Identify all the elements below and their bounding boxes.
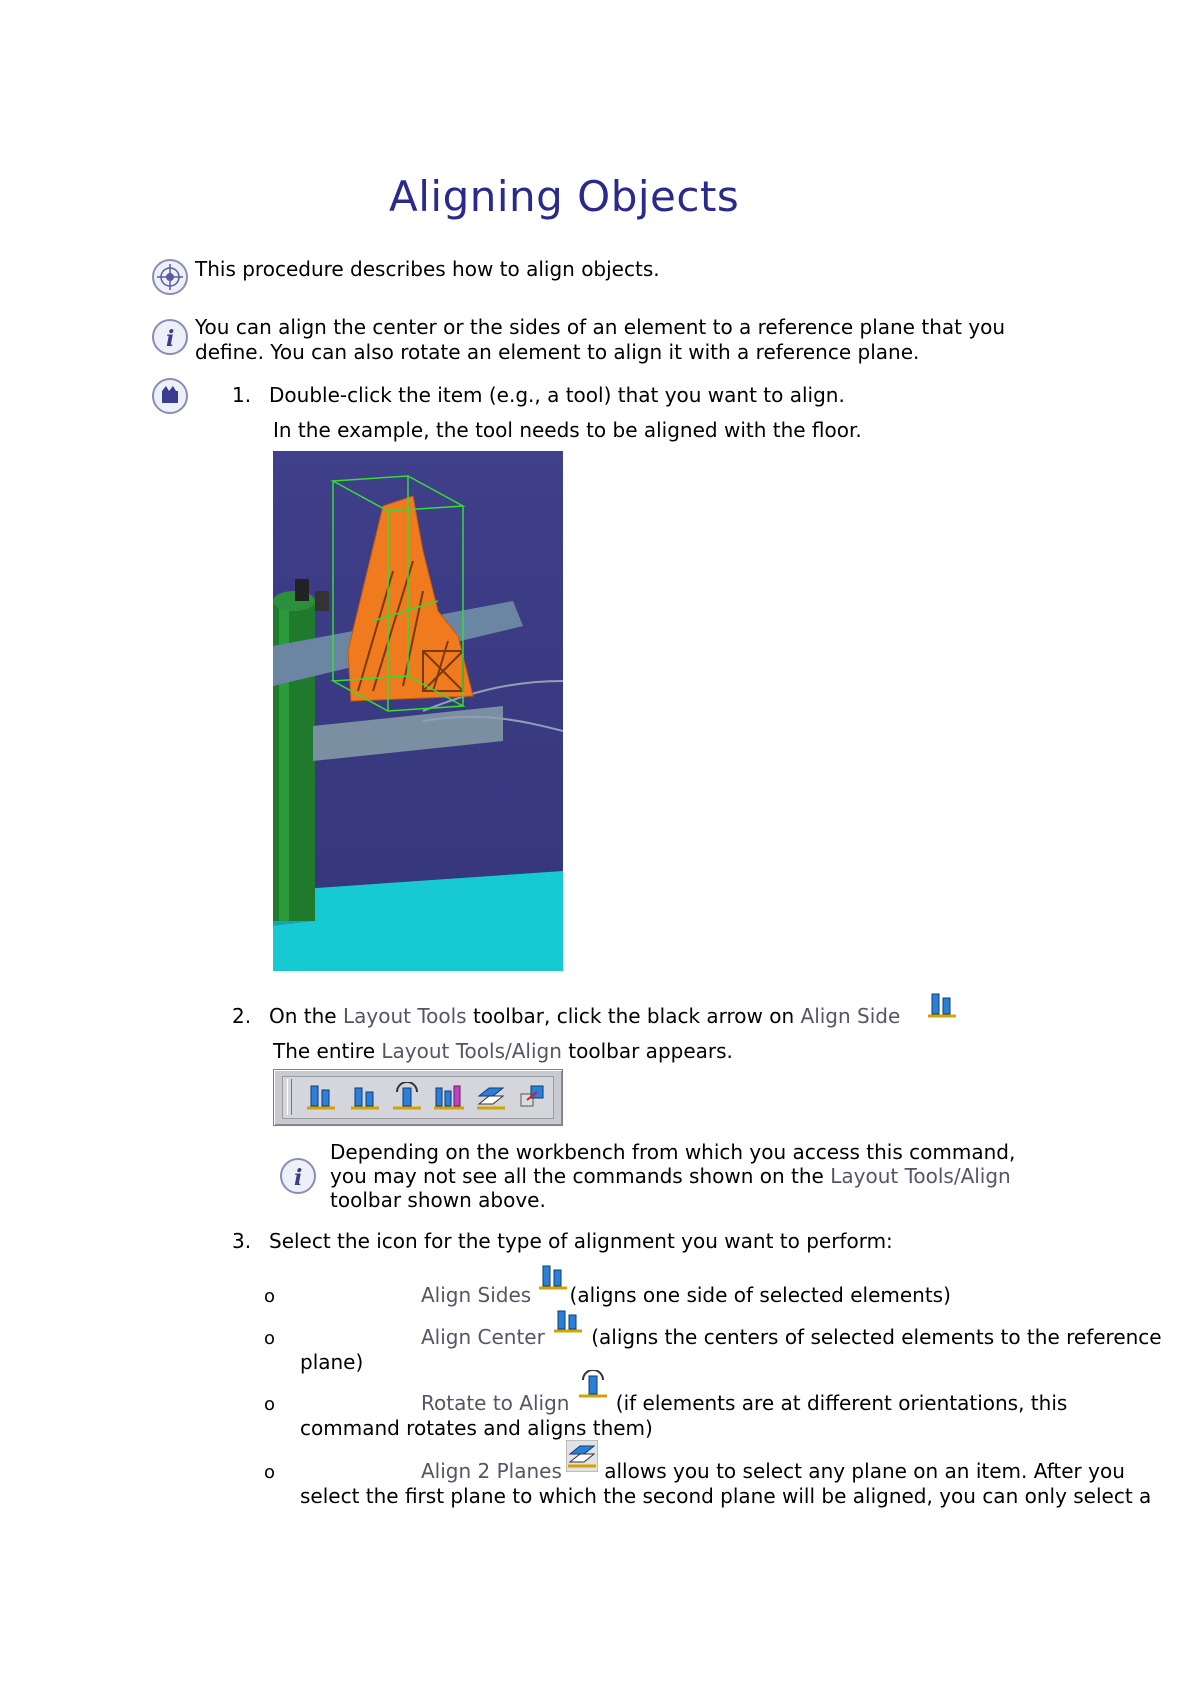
svg-text:i: i	[166, 326, 175, 352]
step-2-pre: On the	[269, 1004, 343, 1028]
step-2-number: 2.	[232, 1004, 252, 1028]
intro-text: This procedure describes how to align objects.	[195, 257, 660, 281]
option-align-2-planes	[421, 1458, 1125, 1484]
option-align-center	[421, 1324, 1162, 1350]
option-bullet: o	[264, 1328, 276, 1349]
align-multiple-icon[interactable]	[433, 1082, 465, 1114]
align-sides-inline-icon[interactable]	[537, 1262, 569, 1294]
align-center-label: Align Center	[421, 1325, 545, 1349]
option-align-sides	[421, 1282, 951, 1308]
step-1-number: 1.	[232, 383, 252, 407]
align-sides-desc: (aligns one side of selected elements)	[563, 1283, 951, 1307]
step-1-text: Double-click the item (e.g., a tool) that you want to align.	[269, 383, 845, 407]
align-2-planes-label: Align 2 Planes	[421, 1459, 562, 1483]
option-bullet: o	[264, 1462, 276, 1483]
step-2-text	[269, 1004, 900, 1029]
info-line-1: You can align the center or the sides of an element to a reference plane that you	[195, 315, 1006, 339]
align-2-planes-inline-icon[interactable]	[566, 1440, 598, 1472]
step-1-subtext: In the example, the tool needs to be aligned with the floor.	[273, 418, 862, 442]
align-side-icon[interactable]	[926, 990, 958, 1022]
step-2-mid: toolbar, click the black arrow on	[466, 1004, 801, 1028]
note-toolbar-label: Layout Tools/Align	[830, 1164, 1011, 1188]
align-grid-icon[interactable]	[517, 1082, 549, 1114]
step-2-sub-post: toolbar appears.	[561, 1039, 733, 1063]
info-icon	[152, 319, 188, 355]
svg-text:i: i	[294, 1165, 303, 1191]
align-2-planes-icon[interactable]	[475, 1082, 507, 1114]
step-2-subtext	[273, 1039, 733, 1064]
align-sides-label: Align Sides	[421, 1283, 532, 1307]
note-line-1: Depending on the workbench from which you access this command,	[330, 1140, 1016, 1164]
rotate-to-align-desc-line-2: command rotates and aligns them)	[300, 1416, 653, 1440]
align-center-desc-line-2: plane)	[300, 1350, 364, 1374]
step-2-sub-pre: The entire	[273, 1039, 382, 1063]
layout-tools-align-toolbar	[273, 1069, 563, 1126]
align-sides-icon[interactable]	[305, 1082, 337, 1114]
align-2-planes-desc: allows you to select any plane on an item. After you	[597, 1459, 1125, 1483]
align-center-inline-icon[interactable]	[552, 1305, 584, 1337]
step-3-number: 3.	[232, 1229, 252, 1253]
align-2-planes-desc-line-2: select the first plane to which the second plane will be aligned, you can only select a	[300, 1484, 1152, 1508]
toolbar-button-row	[282, 1076, 554, 1119]
page-title: Aligning Objects	[389, 172, 740, 221]
note-info-icon	[280, 1158, 316, 1194]
objective-icon	[152, 259, 188, 295]
toolbar-grip[interactable]	[287, 1079, 292, 1115]
note-line-3: toolbar shown above.	[330, 1188, 546, 1212]
rotate-to-align-label: Rotate to Align	[421, 1391, 570, 1415]
note-line-2	[330, 1164, 1011, 1188]
rotate-to-align-icon[interactable]	[391, 1082, 423, 1114]
option-bullet: o	[264, 1286, 276, 1307]
note-line-2-pre: you may not see all the commands shown on the	[330, 1164, 831, 1188]
example-scene-image	[273, 451, 563, 971]
steps-icon	[152, 378, 188, 414]
align-center-icon[interactable]	[349, 1082, 381, 1114]
step-3-text: Select the icon for the type of alignment you want to perform:	[269, 1229, 893, 1253]
option-bullet: o	[264, 1394, 276, 1415]
layout-tools-label: Layout Tools	[342, 1004, 467, 1028]
layout-tools-align-label: Layout Tools/Align	[381, 1039, 562, 1063]
info-line-2: define. You can also rotate an element to align it with a reference plane.	[195, 340, 920, 364]
align-side-label: Align Side	[800, 1004, 901, 1028]
rotate-to-align-desc: (if elements are at different orientations, this	[609, 1391, 1068, 1415]
align-center-desc: (aligns the centers of selected elements to the reference	[584, 1325, 1162, 1349]
option-rotate-to-align	[421, 1390, 1067, 1416]
rotate-to-align-inline-icon[interactable]	[577, 1370, 609, 1402]
